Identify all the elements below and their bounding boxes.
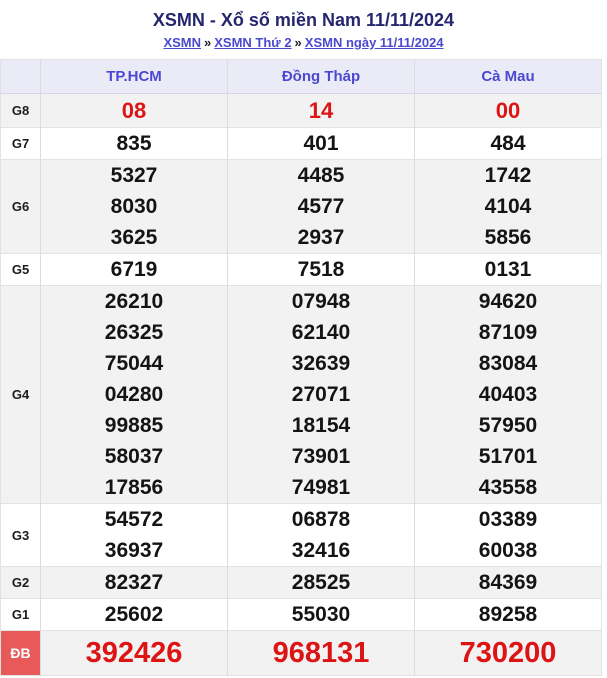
prize-value: 5327 bbox=[110, 164, 158, 187]
prize-cell bbox=[228, 160, 415, 254]
prize-value: 4577 bbox=[297, 195, 345, 218]
prize-value: 7518 bbox=[297, 258, 345, 281]
prize-value: 835 bbox=[116, 132, 152, 155]
results-table bbox=[0, 59, 602, 676]
prize-value: 18154 bbox=[291, 414, 351, 437]
prize-label: G6 bbox=[1, 160, 41, 254]
prize-value: 43558 bbox=[478, 476, 538, 499]
table-row bbox=[1, 128, 602, 160]
prize-value: 03389 bbox=[478, 508, 538, 531]
prize-value: 27071 bbox=[291, 383, 351, 406]
prize-value: 4485 bbox=[297, 164, 345, 187]
breadcrumb-link[interactable]: XSMN ngày 11/11/2024 bbox=[304, 35, 444, 50]
prize-value: 83084 bbox=[478, 352, 538, 375]
prize-value: 40403 bbox=[478, 383, 538, 406]
prize-value: 5856 bbox=[484, 226, 532, 249]
prize-value: 89258 bbox=[478, 603, 538, 626]
prize-value: 0131 bbox=[484, 258, 532, 281]
table-row bbox=[1, 631, 602, 676]
prize-cell bbox=[228, 631, 415, 676]
prize-value: 484 bbox=[490, 132, 526, 155]
prize-cell bbox=[228, 567, 415, 599]
prize-cell bbox=[41, 254, 228, 286]
prize-value: 07948 bbox=[291, 290, 351, 313]
prize-cell bbox=[415, 128, 602, 160]
prize-value: 60038 bbox=[478, 539, 538, 562]
prize-cell bbox=[41, 567, 228, 599]
table-row bbox=[1, 254, 602, 286]
prize-value: 55030 bbox=[291, 603, 351, 626]
table-row bbox=[1, 567, 602, 599]
breadcrumb-link[interactable]: XSMN Thứ 2 bbox=[214, 35, 292, 50]
prize-label: G3 bbox=[1, 504, 41, 567]
prize-cell bbox=[41, 94, 228, 128]
table-row bbox=[1, 160, 602, 254]
table-row bbox=[1, 599, 602, 631]
prize-value: 32416 bbox=[291, 539, 351, 562]
page-title: XSMN - Xổ số miền Nam 11/11/2024 bbox=[152, 10, 455, 30]
prize-value: 401 bbox=[303, 132, 339, 155]
prize-value: 94620 bbox=[478, 290, 538, 313]
column-header-tphcm: TP.HCM bbox=[41, 60, 228, 94]
prize-value: 08 bbox=[121, 98, 147, 123]
prize-value: 730200 bbox=[459, 637, 557, 669]
prize-cell bbox=[415, 94, 602, 128]
prize-value: 06878 bbox=[291, 508, 351, 531]
prize-cell bbox=[228, 504, 415, 567]
prize-cell bbox=[41, 631, 228, 676]
table-row bbox=[1, 504, 602, 567]
prize-cell bbox=[41, 286, 228, 504]
prize-cell bbox=[415, 631, 602, 676]
prize-value: 99885 bbox=[104, 414, 164, 437]
prize-value: 2937 bbox=[297, 226, 345, 249]
table-row bbox=[1, 94, 602, 128]
prize-label: ĐB bbox=[1, 631, 41, 676]
prize-label: G4 bbox=[1, 286, 41, 504]
prize-cell bbox=[228, 94, 415, 128]
prize-value: 62140 bbox=[291, 321, 351, 344]
prize-value: 17856 bbox=[104, 476, 164, 499]
prize-label: G8 bbox=[1, 94, 41, 128]
breadcrumb-separator: » bbox=[204, 35, 212, 50]
prize-cell bbox=[228, 286, 415, 504]
prize-cell bbox=[228, 254, 415, 286]
column-header-dongthap: Đồng Tháp bbox=[228, 60, 415, 94]
prize-cell bbox=[415, 504, 602, 567]
prize-cell bbox=[228, 599, 415, 631]
prize-cell bbox=[415, 160, 602, 254]
prize-value: 73901 bbox=[291, 445, 351, 468]
prize-cell bbox=[415, 286, 602, 504]
prize-value: 1742 bbox=[484, 164, 532, 187]
prize-value: 58037 bbox=[104, 445, 164, 468]
prize-value: 00 bbox=[495, 98, 521, 123]
prize-cell bbox=[228, 128, 415, 160]
prize-value: 26210 bbox=[104, 290, 164, 313]
prize-value: 04280 bbox=[104, 383, 164, 406]
prize-value: 968131 bbox=[272, 637, 370, 669]
prize-cell bbox=[415, 567, 602, 599]
prize-value: 74981 bbox=[291, 476, 351, 499]
prize-value: 84369 bbox=[478, 571, 538, 594]
prize-value: 14 bbox=[308, 98, 334, 123]
prize-cell bbox=[415, 599, 602, 631]
prize-label: G2 bbox=[1, 567, 41, 599]
prize-value: 28525 bbox=[291, 571, 351, 594]
prize-label: G1 bbox=[1, 599, 41, 631]
prize-value: 8030 bbox=[110, 195, 158, 218]
prize-value: 6719 bbox=[110, 258, 158, 281]
prize-value: 82327 bbox=[104, 571, 164, 594]
header-row bbox=[1, 60, 602, 94]
prize-value: 25602 bbox=[104, 603, 164, 626]
prize-value: 26325 bbox=[104, 321, 164, 344]
prize-cell bbox=[41, 599, 228, 631]
breadcrumb-separator: » bbox=[294, 35, 302, 50]
table-row bbox=[1, 286, 602, 504]
prize-value: 57950 bbox=[478, 414, 538, 437]
prize-label: G7 bbox=[1, 128, 41, 160]
prize-value: 75044 bbox=[104, 352, 164, 375]
prize-label: G5 bbox=[1, 254, 41, 286]
prize-value: 3625 bbox=[110, 226, 158, 249]
prize-cell bbox=[41, 128, 228, 160]
prize-column-header bbox=[1, 60, 41, 94]
prize-value: 51701 bbox=[478, 445, 538, 468]
prize-cell bbox=[415, 254, 602, 286]
prize-value: 392426 bbox=[85, 637, 183, 669]
prize-value: 4104 bbox=[484, 195, 532, 218]
prize-value: 32639 bbox=[291, 352, 351, 375]
breadcrumb-link[interactable]: XSMN bbox=[163, 35, 201, 50]
prize-value: 36937 bbox=[104, 539, 164, 562]
prize-value: 54572 bbox=[104, 508, 164, 531]
prize-cell bbox=[41, 504, 228, 567]
prize-cell bbox=[41, 160, 228, 254]
column-header-camau: Cà Mau bbox=[415, 60, 602, 94]
breadcrumb bbox=[0, 35, 607, 50]
prize-value: 87109 bbox=[478, 321, 538, 344]
